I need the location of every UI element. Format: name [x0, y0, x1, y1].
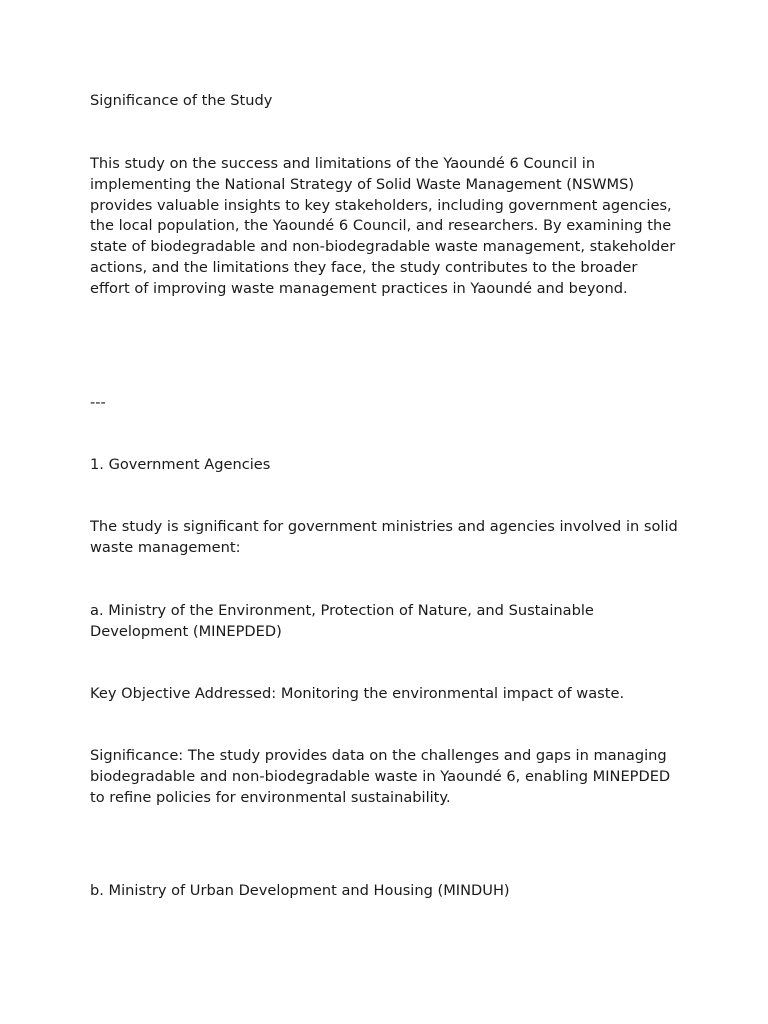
section-heading: Significance of the Study [90, 92, 273, 109]
section-title-government-agencies: 1. Government Agencies [90, 456, 271, 473]
key-objective-paragraph: Key Objective Addressed: Monitoring the environmental impact of waste. [90, 685, 625, 702]
significance-paragraph: Significance: The study provides data on the challenges and gaps in managing biodegradable and non-biodegradable waste in Yaoundé 6, enabling MINEPDED to refine policies for environmental sustainability. [90, 747, 671, 806]
section-intro-paragraph: The study is significant for government ministries and agencies involved in solid waste management: [90, 518, 678, 556]
subsection-title-minduh: b. Ministry of Urban Development and Housing (MINDUH) [90, 882, 510, 899]
subsection-title-minepded: a. Ministry of the Environment, Protection of Nature, and Sustainable Development (MINEPDED) [90, 602, 594, 640]
intro-paragraph: This study on the success and limitations of the Yaoundé 6 Council in implementing the National Strategy of Solid Waste Management (NSWMS) provides valuable insights to key stakeholders, including government agencies, the local population, the Yaoundé 6 Council, and researchers. By examining the state of biodegradable and non-biodegradable waste management, stakeholder actions, and the limitations they face, the study contributes to the broader effort of improving waste management practices in Yaoundé and beyond. [90, 155, 676, 297]
divider-text: --- [90, 394, 106, 411]
